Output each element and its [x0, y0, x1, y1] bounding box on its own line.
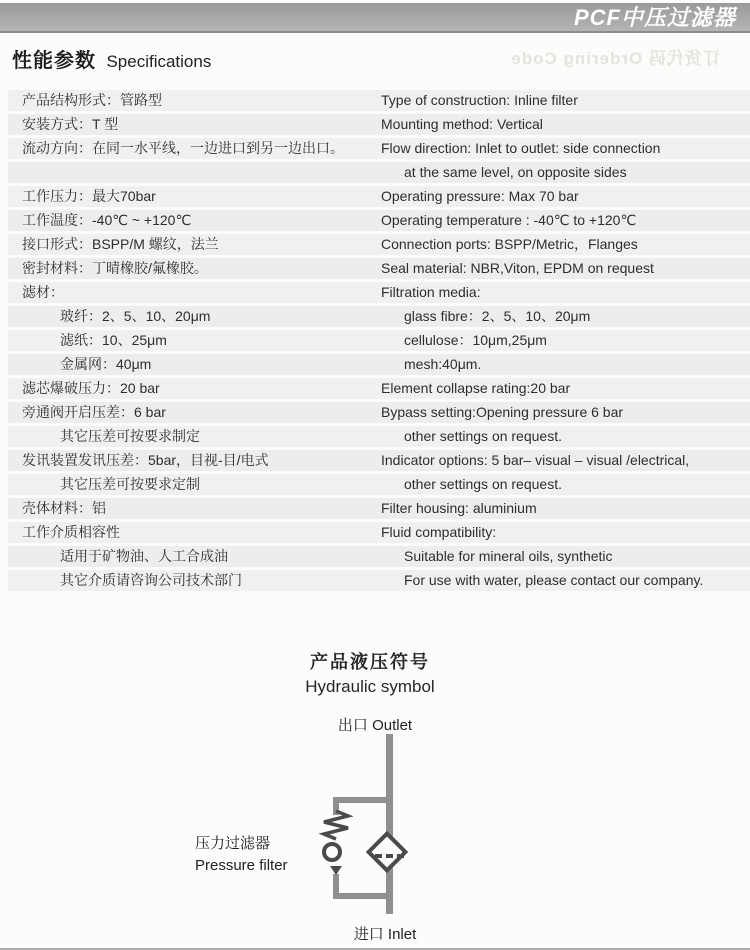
bypass-valve-ball-icon [330, 866, 342, 875]
spec-row [8, 138, 750, 159]
spec-row [8, 330, 750, 351]
spec-cell-cn: 密封材料：丁晴橡胶/氟橡胶。 [22, 260, 208, 276]
spec-cell-en: other settings on request. [404, 428, 562, 444]
spec-row [8, 114, 750, 135]
spec-cell-cn: 工作温度：-40℃ ~ +120℃ [22, 212, 192, 228]
spec-cell-en: at the same level, on opposite sides [404, 164, 627, 180]
spec-cell-en: Mounting method: Vertical [381, 116, 543, 132]
spec-cell-en: Seal material: NBR,Viton, EPDM on request [381, 260, 654, 276]
spec-cell-en: Filtration media: [381, 284, 481, 300]
spec-cell-en: Flow direction: Inlet to outlet: side connection [381, 140, 661, 156]
spec-row [8, 258, 750, 279]
pressure-filter-label-en: Pressure filter [195, 857, 288, 874]
spec-cell-cn: 安装方式：T 型 [22, 116, 119, 132]
spec-row [8, 450, 750, 471]
spec-row [8, 186, 750, 207]
spec-row [8, 306, 750, 327]
section-heading [12, 44, 211, 73]
spec-cell-cn: 工作介质相容性 [22, 524, 120, 540]
spec-cell-en: cellulose：10μm,25μm [404, 332, 547, 348]
spec-row [8, 210, 750, 231]
hydraulic-symbol-title [250, 648, 490, 697]
spec-cell-en: Element collapse rating:20 bar [381, 380, 571, 396]
spec-cell-en: Type of construction: Inline filter [381, 92, 578, 108]
spec-cell-en: Fluid compatibility: [381, 524, 497, 540]
pressure-filter-label-cn: 压力过滤器 [195, 835, 271, 852]
spec-cell-cn: 滤芯爆破压力：20 bar [22, 380, 160, 396]
spec-cell-en: glass fibre：2、5、10、20μm [404, 308, 591, 324]
spec-cell-cn: 其它压差可按要求定制 [60, 476, 200, 492]
spec-cell-en: Indicator options: 5 bar– visual – visual /electrical, [381, 452, 690, 468]
spec-row [8, 234, 750, 255]
spec-cell-en: other settings on request. [404, 476, 562, 492]
spec-row [8, 426, 750, 447]
spec-cell-en: mesh:40μm. [404, 356, 482, 372]
spec-cell-en: Operating pressure: Max 70 bar [381, 188, 579, 204]
spec-cell-cn: 其它压差可按要求制定 [60, 428, 200, 444]
spec-cell-en: Connection ports: BSPP/Metric，Flanges [381, 236, 638, 252]
spec-table [8, 90, 750, 594]
spec-cell-en: For use with water, please contact our company. [404, 572, 704, 588]
spec-cell-cn: 金属网：40μm [60, 356, 152, 372]
spec-row [8, 570, 750, 591]
filter-element-dashed-line [375, 854, 407, 858]
pressure-filter-label [195, 833, 288, 877]
spec-cell-cn: 滤材： [22, 284, 64, 300]
hydraulic-title-en: Hydraulic symbol [305, 677, 435, 696]
inlet-label: 进口 Inlet [353, 926, 417, 943]
spec-cell-en: Bypass setting:Opening pressure 6 bar [381, 404, 624, 420]
section-heading-en: Specifications [106, 52, 212, 71]
spec-row [8, 474, 750, 495]
ghost-ordering-code-text: 订货代码 Ordering Code [510, 49, 720, 68]
spec-cell-cn: 适用于矿物油、人工合成油 [60, 548, 228, 564]
spec-row [8, 546, 750, 567]
spec-cell-cn: 产品结构形式：管路型 [22, 92, 162, 108]
spec-cell-cn: 工作压力：最大70bar [22, 188, 156, 204]
spec-row [8, 162, 750, 183]
spec-row [8, 522, 750, 543]
spec-cell-cn: 流动方向：在同一水平线，一边进口到另一边出口。 [22, 140, 344, 156]
spec-row [8, 282, 750, 303]
spec-row [8, 498, 750, 519]
filter-element-diamond-icon [366, 831, 408, 873]
spec-cell-cn: 发讯装置发讯压差：5bar，目视-目/电式 [22, 452, 269, 468]
bypass-branch-top-line [333, 797, 390, 803]
spec-cell-en: Suitable for mineral oils, synthetic [404, 548, 613, 564]
spec-cell-cn: 接口形式：BSPP/M 螺纹，法兰 [22, 236, 219, 252]
spec-row [8, 378, 750, 399]
spec-cell-en: Filter housing: aluminium [381, 500, 537, 516]
section-heading-cn: 性能参数 [12, 50, 96, 72]
spec-cell-cn [8, 162, 378, 183]
spec-cell-cn: 壳体材料：铝 [22, 500, 106, 516]
spring-icon [318, 810, 354, 844]
header-bar [0, 3, 750, 33]
spec-cell-en: Operating temperature : -40℃ to +120℃ [381, 212, 637, 228]
hydraulic-title-cn: 产品液压符号 [310, 652, 430, 672]
spec-row [8, 354, 750, 375]
spec-cell-cn: 其它介质请咨询公司技术部门 [60, 572, 242, 588]
main-flow-line [386, 734, 393, 914]
spec-cell-cn: 滤纸：10、25μm [60, 332, 167, 348]
spec-cell-cn: 玻纤：2、5、10、20μm [60, 308, 211, 324]
bypass-branch-bottom-line [333, 893, 390, 899]
spec-row [8, 402, 750, 423]
page-title: PCF中压过滤器 [573, 5, 736, 30]
spec-cell-cn: 旁通阀开启压差：6 bar [22, 404, 166, 420]
bypass-valve-circle-icon [322, 842, 342, 862]
spec-row [8, 90, 750, 111]
outlet-label: 出口 Outlet [337, 717, 413, 734]
